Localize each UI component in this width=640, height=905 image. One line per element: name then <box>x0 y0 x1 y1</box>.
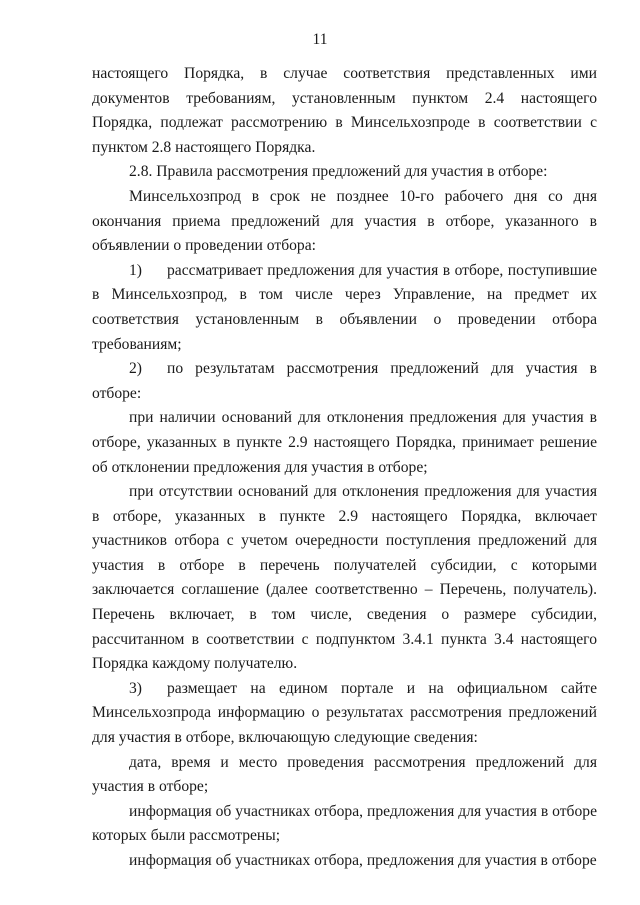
list-number-2: 2) <box>129 360 142 378</box>
paragraph-inclusion: при отсутствии оснований для отклонения предложения для участия в отборе, указанных в пункте 2.9 настоящего Порядка, включает участников отбора с учетом очередности поступления предложений для участия в отборе в перечень получателей субсидии, с которыми заключается соглашение (далее соответственно – Перечень, получатель). Перечень включает, в том числе, сведения о размере субсидии, рассчитанном в соответствии с подпунктом 3.4.1 пункта 3.4 настоящего Порядка каждому получателю. <box>92 483 597 673</box>
list-number-3: 3) <box>129 679 142 697</box>
paragraph-section-2-8: 2.8. Правила рассмотрения предложений для участия в отборе: <box>129 163 548 181</box>
list-item-2-text: по результатам рассмотрения предложений для участия в отборе: <box>92 360 597 402</box>
list-item-1 <box>92 259 597 357</box>
list-item-3-text: размещает на едином портале и на официальном сайте Минсельхозпрода информацию о результатах рассмотрения предложений для участия в отборе, включающую следующие сведения: <box>92 679 597 747</box>
list-item-1-text: рассматривает предложения для участия в отборе, поступившие в Минсельхозпрод, в том числе через Управление, на предмет их соответствия установленным в объявлении о проведении отбора требованиям; <box>92 261 597 353</box>
list-item-2 <box>92 357 597 406</box>
paragraph-participants-rejected: информация об участниках отбора, предложения для участия в отборе <box>129 852 597 869</box>
list-number-1: 1) <box>129 261 142 279</box>
paragraph-deadline: Минсельхозпрод в срок не позднее 10-го рабочего дня со дня окончания приема предложений для участия в отборе, указанного в объявлении о проведении отбора: <box>92 187 597 255</box>
paragraph-continuation: настоящего Порядка, в случае соответствия представленных ими документов требованиям, установленным пунктом 2.4 настоящего Порядка, подлежат рассмотрению в Минсельхозпроде в соответствии с пунктом 2.8 настоящего Порядка. <box>92 65 597 156</box>
paragraph-date-time-place: дата, время и место проведения рассмотрения предложений для участия в отборе; <box>92 753 597 796</box>
paragraph-rejection: при наличии оснований для отклонения предложения для участия в отборе, указанных в пункте 2.9 настоящего Порядка, принимает решение об отклонении предложения для участия в отборе; <box>92 409 597 476</box>
document-body <box>92 62 597 874</box>
list-item-3 <box>92 677 597 751</box>
paragraph-participants-reviewed: информация об участниках отбора, предложения для участия в отборе которых были рассмотрены; <box>92 802 597 845</box>
page-number: 11 <box>312 31 328 48</box>
